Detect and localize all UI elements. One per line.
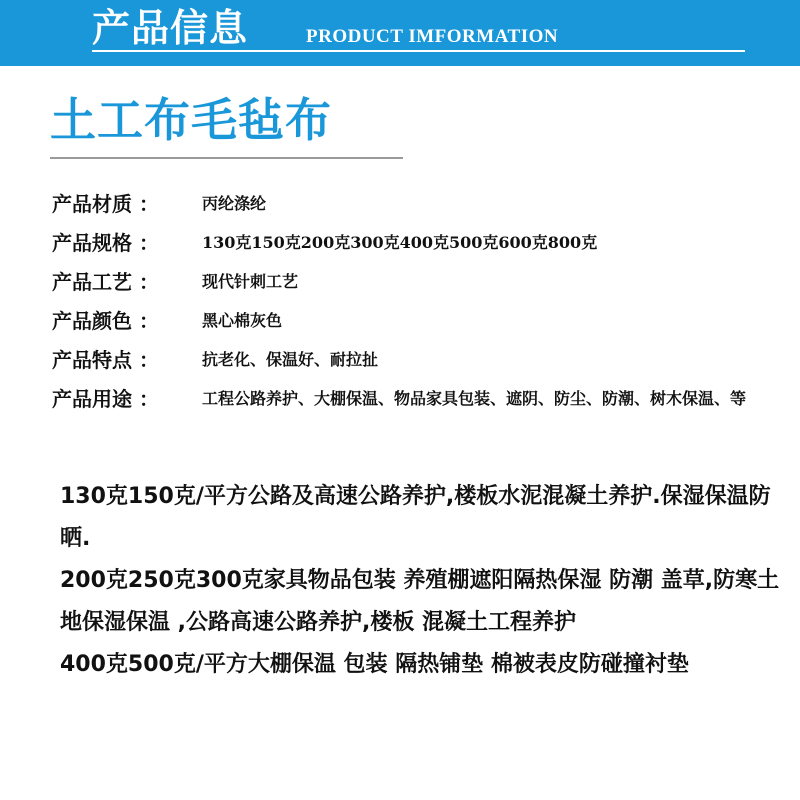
spec-row-usage: [52, 385, 792, 420]
spec-label: 产品工艺 ：: [52, 270, 159, 294]
spec-row-size: [52, 229, 792, 257]
spec-row-material: [52, 190, 792, 218]
spec-row-features: [52, 346, 792, 374]
spec-value: 130克150克200克300克400克500克600克800克: [202, 233, 598, 252]
spec-row-color: [52, 307, 792, 335]
spec-value: 丙纶涤纶: [202, 194, 267, 213]
product-name: 土工布毛毡布: [50, 93, 332, 147]
spec-value: 现代针刺工艺: [202, 272, 299, 291]
product-name-divider: [50, 157, 403, 159]
description-paragraph: 200克250克300克家具物品包装 养殖棚遮阳隔热保湿 防潮 盖草,防寒土地保湿保温 ,公路高速公路养护,楼板 混凝土工程养护: [60, 568, 780, 635]
usage-description: [60, 476, 795, 686]
spec-value: 黑心棉灰色: [202, 311, 283, 330]
header-subtitle: PRODUCT IMFORMATION: [306, 26, 559, 47]
spec-row-process: [52, 268, 792, 296]
spec-label: 产品特点 ：: [52, 348, 159, 372]
spec-value: 工程公路养护、大棚保温、物品家具包装、遮阴、防尘、防潮、树木保温、等: [202, 389, 747, 408]
spec-value: 抗老化、保温好、耐拉扯: [202, 350, 379, 369]
description-paragraph: 130克150克/平方公路及高速公路养护,楼板水泥混凝土养护.保湿保温防晒.: [60, 484, 771, 551]
spec-label: 产品材质 ：: [52, 192, 159, 216]
info-header-banner: [0, 0, 800, 66]
spec-label: 产品用途 ：: [52, 387, 159, 411]
description-paragraph: 400克500克/平方大棚保温 包装 隔热铺垫 棉被表皮防碰撞衬垫: [60, 652, 689, 677]
spec-label: 产品颜色 ：: [52, 309, 159, 333]
header-divider: [92, 50, 745, 52]
header-title: 产品信息: [92, 5, 249, 50]
spec-list: [52, 190, 792, 431]
spec-label: 产品规格 ：: [52, 231, 159, 255]
